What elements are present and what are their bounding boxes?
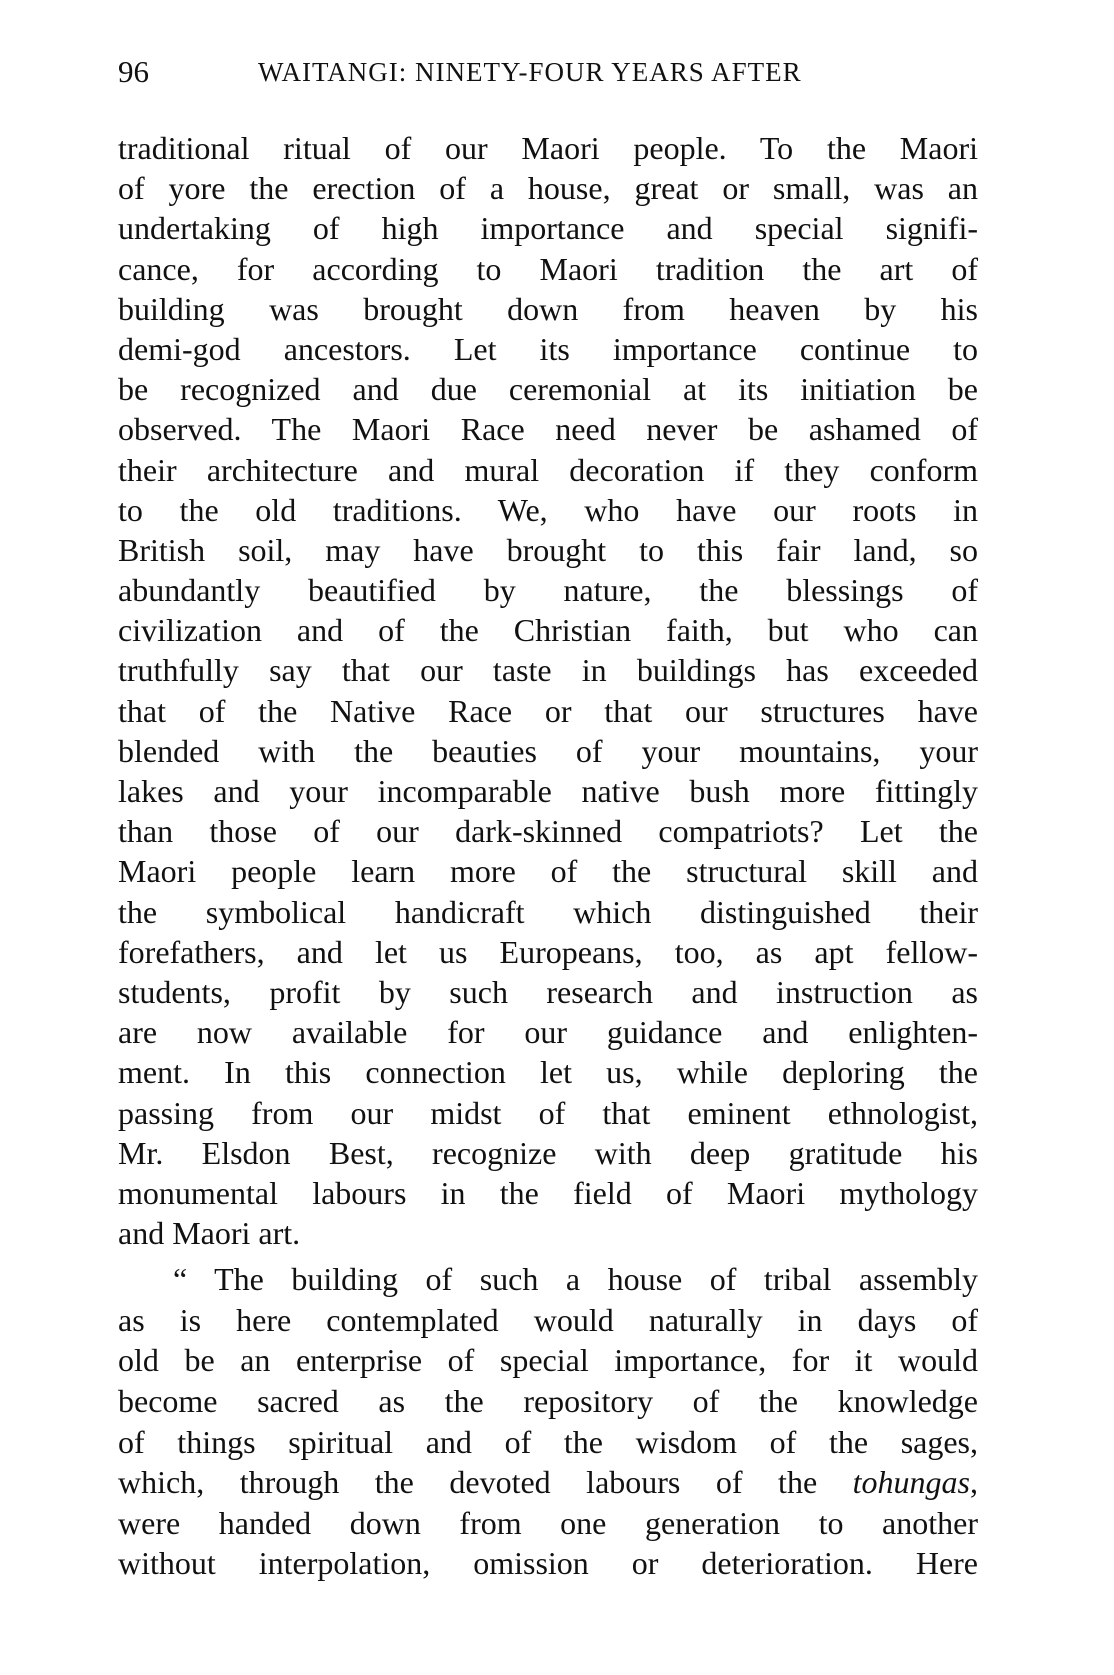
running-head — [118, 52, 998, 92]
text-line: to the old traditions. We, who have our roots in — [118, 491, 978, 528]
text-line: of yore the erection of a house, great or small, was an — [118, 170, 978, 207]
text-line: are now available for our guidance and enlighten- — [118, 1014, 978, 1051]
text-line: be recognized and due ceremonial at its initiation be — [118, 371, 978, 408]
text-line: ment. In this connection let us, while deploring the — [118, 1054, 978, 1091]
text-line: than those of our dark-skinned compatriots? Let the — [118, 813, 978, 850]
body-text — [118, 128, 978, 1584]
text-line: demi-god ancestors. Let its importance continue to — [118, 330, 978, 367]
text-line: observed. The Maori Race need never be ashamed of — [118, 411, 978, 448]
text-line: their architecture and mural decoration if they conform — [118, 451, 978, 488]
text-line: building was brought down from heaven by his — [118, 290, 978, 327]
text-line: abundantly beautified by nature, the blessings of — [118, 572, 978, 609]
text-line: as is here contemplated would naturally in days of — [118, 1301, 978, 1338]
text-line: and Maori art. — [118, 1215, 301, 1252]
text-line: monumental labours in the field of Maori mythology — [118, 1174, 978, 1211]
text-line: which, through the devoted labours of the tohungas, — [118, 1464, 978, 1501]
running-title: WAITANGI: NINETY-FOUR YEARS AFTER — [258, 57, 802, 87]
text-line: without interpolation, omission or deterioration. Here — [118, 1545, 978, 1582]
italic-term: tohungas — [852, 1464, 970, 1501]
text-line: truthfully say that our taste in buildings has exceeded — [118, 652, 978, 689]
text-line: forefathers, and let us Europeans, too, as apt fellow- — [118, 933, 978, 970]
text-line: Maori people learn more of the structural skill and — [118, 853, 978, 890]
text-line: British soil, may have brought to this fair land, so — [118, 531, 978, 568]
text-line: the symbolical handicraft which distinguished their — [118, 893, 978, 930]
text-line: Mr. Elsdon Best, recognize with deep gratitude his — [118, 1134, 978, 1171]
text-line: blended with the beauties of your mountains, your — [118, 732, 978, 769]
text-line: “ The building of such a house of tribal assembly — [173, 1261, 978, 1298]
text-line: students, profit by such research and instruction as — [118, 973, 978, 1010]
text-line: old be an enterprise of special importance, for it would — [118, 1342, 978, 1379]
text-line: lakes and your incomparable native bush more fittingly — [118, 773, 978, 809]
text-line: of things spiritual and of the wisdom of the sages, — [118, 1423, 978, 1460]
text-line: civilization and of the Christian faith, but who can — [118, 612, 978, 649]
text-line: that of the Native Race or that our structures have — [118, 692, 978, 729]
paragraph-1 — [118, 128, 978, 1253]
text-line: passing from our midst of that eminent ethnologist, — [118, 1094, 978, 1131]
paragraph-2 — [118, 1259, 978, 1584]
text-line: undertaking of high importance and special signifi- — [118, 210, 978, 247]
page-number: 96 — [118, 54, 149, 89]
text-line: traditional ritual of our Maori people. To the Maori — [118, 130, 978, 166]
text-line: become sacred as the repository of the knowledge — [118, 1383, 978, 1420]
text-line: were handed down from one generation to another — [118, 1504, 978, 1541]
text-line: cance, for according to Maori tradition the art of — [118, 250, 978, 287]
